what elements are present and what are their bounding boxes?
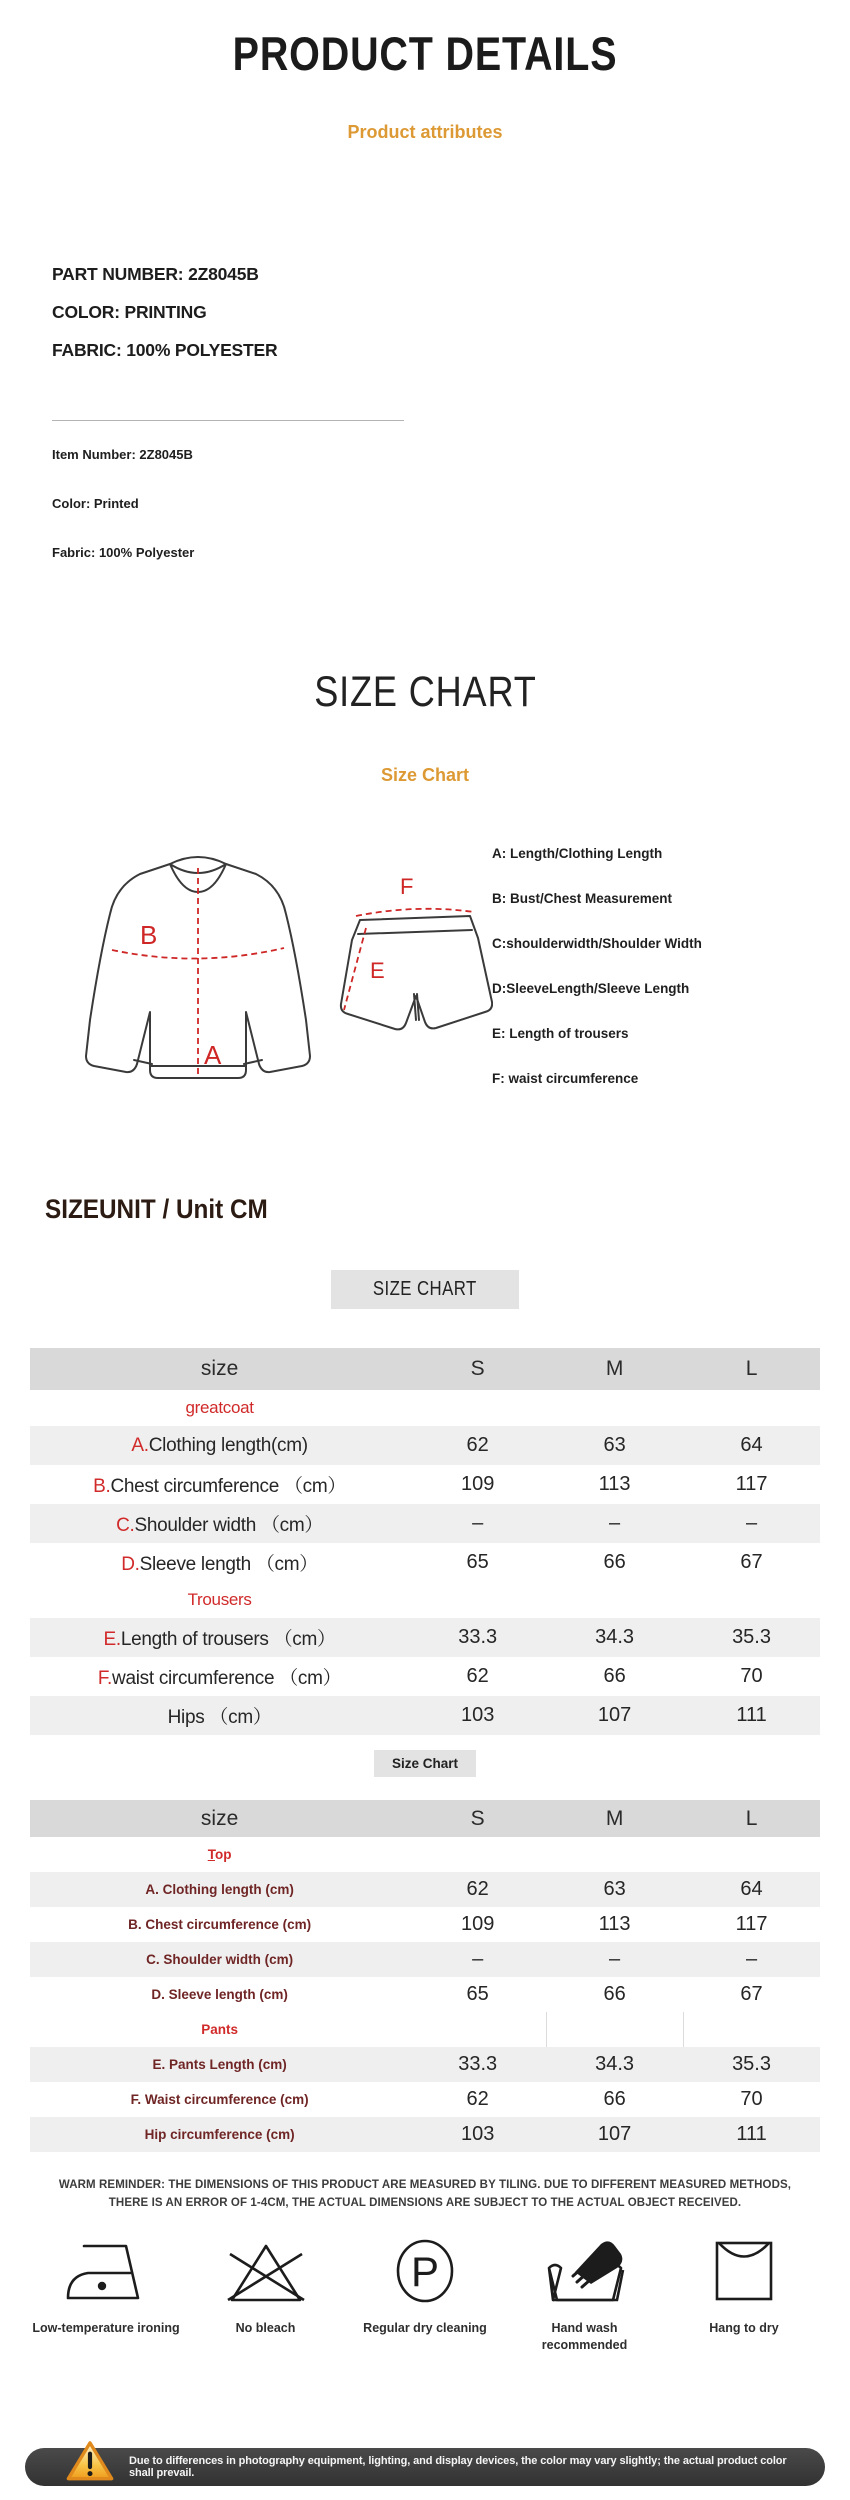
table-header-row [30,1800,820,1837]
hand-wash-icon [539,2238,631,2304]
care-item-3 [509,2238,661,2354]
cell-value: 103 [460,1704,495,1726]
cell-value: 66 [603,2088,626,2110]
table-row [30,2047,820,2082]
legend-item-1: B: Bust/Chest Measurement [492,891,673,906]
cell-value: 35.3 [732,2053,771,2075]
bottom-notice-text: Due to differences in photography equipment, lighting, and display devices, the color may vary slightly; the actual product color shall prevail. [129,2455,787,2479]
care-item-0 [30,2238,182,2354]
divider-line [52,420,404,421]
row-label: Hip circumference (cm) [144,2126,295,2142]
care-item-2 [349,2238,501,2354]
diagram-mark-b: B [140,920,158,950]
cell-value: 64 [740,1878,763,1900]
row-label: B.Chest circumference （cm） [93,1476,347,1497]
row-label: B. Chest circumference (cm) [128,1916,312,1932]
cell-value: 66 [603,1983,626,2005]
diagram-mark-f: F [400,874,414,899]
table1-badge: SIZE CHART [0,1270,850,1309]
table-row [30,1977,820,2012]
legend-item-0: A: Length/Clothing Length [492,846,663,861]
row-label: D. Sleeve length (cm) [151,1986,288,2002]
column-header-m: M [546,1348,683,1390]
table-row [30,1543,820,1582]
cell-value: 70 [740,1665,763,1687]
size-unit-heading: SIZEUNIT / Unit CM [45,1194,268,1224]
bottom-notice-bar [25,2448,825,2486]
cell-value: 113 [598,1473,631,1495]
column-header-l: L [683,1800,820,1837]
table-row [30,1696,820,1735]
size-table-1 [30,1348,820,1735]
cell-value: 62 [466,1878,489,1900]
column-header-s: S [409,1800,546,1837]
cell-value: 64 [740,1434,763,1456]
table-header-row [30,1348,820,1390]
row-label: A.Clothing length(cm) [131,1434,308,1456]
row-label: F. Waist circumference (cm) [130,2091,309,2107]
attribute-lower-0: Item Number: 2Z8045B [52,447,193,462]
cell-value: 67 [740,1983,763,2005]
row-label: Hips （cm） [167,1707,272,1728]
cell-value: – [609,1512,621,1534]
product-attributes-subtitle: Product attributes [347,122,503,142]
legend-item-5: F: waist circumference [492,1071,639,1086]
care-label: Low-temperature ironing [32,2321,180,2335]
cell-value: 33.3 [458,2053,498,2075]
svg-text:P: P [410,2248,440,2295]
size-table-2 [30,1800,820,2152]
cell-value: – [609,1948,621,1970]
care-label: No bleach [235,2321,296,2335]
dry-clean-icon [389,2238,461,2304]
no-bleach-icon [224,2238,308,2304]
cell-value: 65 [466,1983,489,2005]
table-row [30,1942,820,1977]
cell-value: 66 [603,1665,626,1687]
warning-icon [65,2439,115,2485]
row-label: F.waist circumference （cm） [97,1668,342,1689]
legend-item-4: E: Length of trousers [492,1026,629,1041]
cell-value: – [472,1948,484,1970]
cell-value: 103 [460,2123,495,2145]
attribute-upper-2: FABRIC: 100% POLYESTER [52,340,278,360]
column-header-l: L [683,1348,820,1390]
row-label: Pants [201,2021,238,2037]
cell-value: 113 [598,1913,631,1935]
row-label: E. Pants Length (cm) [152,2056,287,2072]
column-header-s: S [409,1348,546,1390]
row-label: Trousers [187,1590,252,1609]
cell-value: 65 [466,1551,489,1573]
care-item-1 [190,2238,342,2354]
cell-value: 62 [466,1665,489,1687]
cell-value: 62 [466,2088,489,2110]
cell-value: 117 [735,1913,768,1935]
garment-diagram-icon [48,842,493,1107]
table-row [30,2082,820,2117]
attribute-lower-2: Fabric: 100% Polyester [52,545,195,560]
table-row [30,2117,820,2152]
attribute-lower-1: Color: Printed [52,496,139,511]
cell-value: 35.3 [732,1626,771,1648]
cell-value: 62 [466,1434,489,1456]
diagram-mark-e: E [370,958,385,983]
cell-value: 33.3 [458,1626,498,1648]
cell-value: – [472,1512,484,1534]
cell-value: 107 [597,1704,632,1726]
row-label: D.Sleeve length （cm） [121,1554,318,1575]
table-row [30,1872,820,1907]
section-row [30,1837,820,1872]
row-label: E.Length of trousers （cm） [103,1629,336,1650]
row-label: C.Shoulder width （cm） [116,1515,324,1536]
column-header-m: M [546,1800,683,1837]
attribute-upper-1: COLOR: PRINTING [52,302,207,322]
table2-badge: Size Chart [0,1750,850,1777]
care-label: Regular dry cleaning [363,2321,487,2335]
cell-value: 107 [597,2123,632,2145]
table-row [30,1465,820,1504]
size-chart-title: SIZE CHART [313,668,537,716]
care-item-4 [668,2238,820,2354]
cell-value: 34.3 [595,1626,635,1648]
cell-value: 67 [740,1551,763,1573]
row-label: A. Clothing length (cm) [145,1881,294,1897]
diagram-mark-a: A [204,1040,222,1070]
care-label: Hang to dry [709,2321,779,2335]
row-label: greatcoat [185,1398,254,1417]
table-row [30,1426,820,1465]
row-label: C. Shoulder width (cm) [146,1951,294,1967]
attributes-lower [52,447,194,594]
cell-value: – [745,1948,758,1970]
table-row [30,1907,820,1942]
table-row [30,1504,820,1543]
cell-value: 63 [603,1878,626,1900]
care-label: Hand wash recommended [541,2321,628,2352]
column-header-size: size [30,1348,409,1390]
section-row [30,1582,820,1618]
attributes-upper [52,264,277,378]
cell-value: 111 [736,2123,767,2145]
warm-reminder: WARM REMINDER: THE DIMENSIONS OF THIS PRODUCT ARE MEASURED BY TILING. DUE TO DIFFERENT MEASURED METHODS, THERE IS AN ERROR OF 1-4CM, THE ACTUAL DIMENSIONS ARE SUBJECT TO THE ACTUAL OBJECT RECEIVED. [58,2179,792,2210]
table-row [30,1618,820,1657]
garment-diagram [48,842,493,1112]
hang-dry-icon [707,2238,781,2304]
size-chart-subtitle: Size Chart [380,765,470,785]
cell-value: 109 [460,1913,495,1935]
row-label: Top [207,1846,232,1862]
section-row [30,1390,820,1426]
care-instructions [30,2238,820,2354]
cell-value: 34.3 [595,2053,635,2075]
measurement-legend [492,845,724,1088]
page-title: PRODUCT DETAILS [232,27,618,80]
table-row [30,1657,820,1696]
section-row [30,2012,820,2047]
cell-value: 109 [460,1473,495,1495]
attribute-upper-0: PART NUMBER: 2Z8045B [52,264,259,284]
column-header-size: size [30,1800,409,1837]
cell-value: 117 [735,1473,768,1495]
cell-value: 66 [603,1551,626,1573]
cell-value: 111 [736,1704,767,1726]
legend-item-2: C:shoulderwidth/Shoulder Width [492,936,702,951]
legend-item-3: D:SleeveLength/Sleeve Length [492,981,690,996]
cell-value: 63 [603,1434,626,1456]
cell-value: – [745,1512,758,1534]
cell-value: 70 [740,2088,763,2110]
low-temperature-ironing-icon [60,2238,152,2304]
